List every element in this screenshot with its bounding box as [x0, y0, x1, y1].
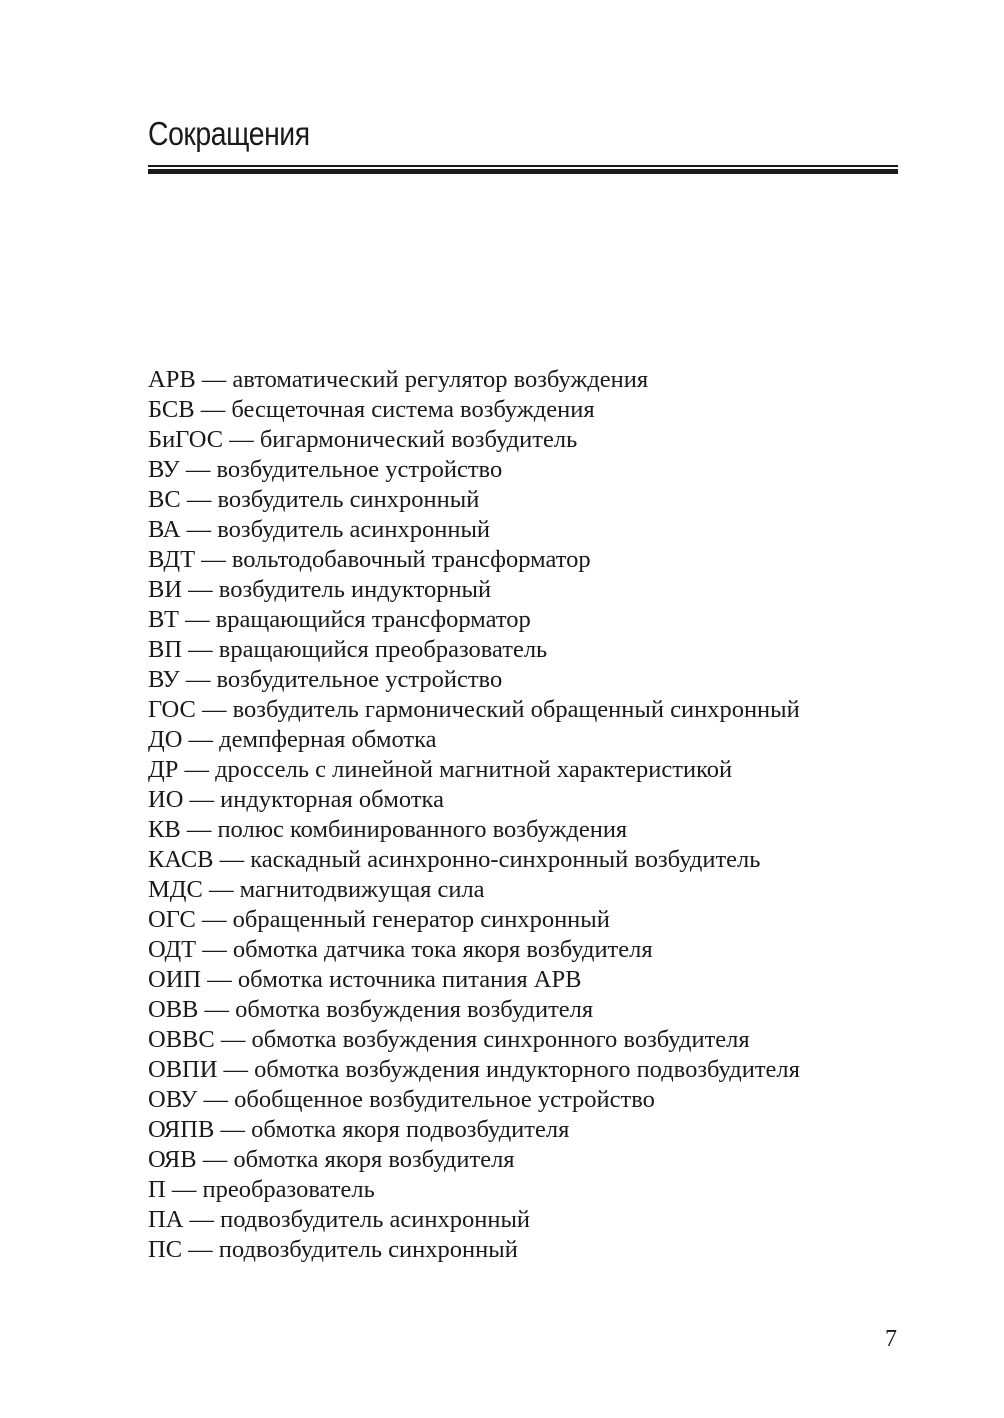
abbreviation-definition: обмотка возбуждения индукторного подвозбудителя — [254, 1056, 800, 1083]
abbreviation-term: ДО — [148, 726, 183, 753]
abbreviation-separator: — — [207, 966, 232, 993]
abbreviation-item — [148, 905, 800, 935]
abbreviation-item — [148, 635, 800, 665]
abbreviation-item — [148, 965, 800, 995]
abbreviation-definition: подвозбудитель синхронный — [218, 1236, 518, 1263]
abbreviation-separator: — — [203, 1086, 229, 1113]
abbreviation-separator: — — [188, 576, 213, 603]
abbreviation-definition: возбудитель синхронный — [217, 486, 480, 513]
abbreviation-definition: обмотка якоря подвозбудителя — [251, 1116, 570, 1143]
abbreviation-item — [148, 545, 800, 575]
abbreviation-definition: обмотка возбуждения возбудителя — [235, 996, 594, 1023]
abbreviation-definition: подвозбудитель асинхронный — [220, 1206, 531, 1233]
abbreviation-item — [148, 665, 800, 695]
abbreviation-item — [148, 875, 800, 905]
abbreviation-separator: — — [188, 726, 214, 753]
abbreviation-term: КВ — [148, 816, 181, 843]
abbreviation-definition: обмотка возбуждения синхронного возбудителя — [251, 1026, 750, 1053]
abbreviation-definition: демпферная обмотка — [219, 726, 437, 753]
abbreviation-definition: автоматический регулятор возбуждения — [232, 366, 649, 393]
abbreviation-definition: бесщеточная система возбуждения — [231, 396, 595, 423]
abbreviation-term: ВДТ — [148, 546, 196, 573]
abbreviation-definition: дроссель с линейной магнитной характеристикой — [215, 756, 733, 783]
abbreviation-item — [148, 1055, 800, 1085]
abbreviation-definition: каскадный асинхронно-синхронный возбудитель — [250, 846, 761, 873]
abbreviation-definition: вращающийся преобразователь — [218, 636, 548, 663]
abbreviation-separator: — — [184, 756, 209, 783]
abbreviation-item — [148, 785, 800, 815]
abbreviation-item — [148, 365, 800, 395]
abbreviation-item — [148, 1085, 800, 1115]
abbreviation-definition: полюс комбинированного возбуждения — [217, 816, 628, 843]
abbreviation-item — [148, 1235, 800, 1265]
abbreviation-term: ПА — [148, 1206, 184, 1233]
abbreviation-item — [148, 1115, 800, 1145]
abbreviation-definition: обращенный генератор синхронный — [232, 906, 610, 933]
abbreviation-item — [148, 695, 800, 725]
abbreviation-separator: — — [189, 786, 215, 813]
abbreviation-term: ВА — [148, 516, 181, 543]
abbreviation-definition: магнитодвижущая сила — [239, 876, 485, 903]
abbreviation-term: МДС — [148, 876, 203, 903]
abbreviation-term: ВУ — [148, 456, 180, 483]
title-rule-thin — [148, 165, 898, 167]
abbreviation-definition: возбудитель асинхронный — [217, 516, 491, 543]
abbreviation-term: ПС — [148, 1236, 183, 1263]
abbreviation-separator: — — [202, 1146, 228, 1173]
abbreviation-separator: — — [185, 456, 211, 483]
page-number: 7 — [885, 1326, 897, 1352]
abbreviation-separator: — — [186, 816, 212, 843]
abbreviation-term: ГОС — [148, 696, 196, 723]
abbreviation-separator: — — [188, 636, 213, 663]
abbreviation-definition: вращающийся трансформатор — [215, 606, 531, 633]
abbreviation-separator: — — [202, 696, 227, 723]
abbreviation-item — [148, 1025, 800, 1055]
page-title: Сокращения — [148, 115, 310, 152]
abbreviation-term: ВИ — [148, 576, 183, 603]
abbreviation-separator: — — [220, 1116, 245, 1143]
abbreviation-definition: возбудительное устройство — [216, 456, 503, 483]
abbreviation-definition: возбудительное устройство — [216, 666, 503, 693]
abbreviation-item — [148, 1175, 800, 1205]
abbreviation-separator: — — [200, 396, 226, 423]
abbreviation-term: ИО — [148, 786, 184, 813]
abbreviation-separator: — — [229, 426, 254, 453]
title-rule-thick — [148, 169, 898, 174]
abbreviation-separator: — — [204, 996, 230, 1023]
abbreviation-item — [148, 1205, 800, 1235]
abbreviation-item — [148, 725, 800, 755]
abbreviation-separator: — — [201, 366, 227, 393]
abbreviation-definition: индукторная обмотка — [220, 786, 444, 813]
abbreviation-definition: обмотка источника питания АРВ — [237, 966, 582, 993]
abbreviation-separator: — — [223, 1056, 249, 1083]
abbreviation-separator: — — [185, 606, 210, 633]
abbreviation-item — [148, 425, 800, 455]
abbreviation-definition: возбудитель индукторный — [218, 576, 492, 603]
abbreviation-term: ОЯПВ — [148, 1116, 215, 1143]
abbreviation-term: ОВУ — [148, 1086, 198, 1113]
abbreviation-definition: обмотка датчика тока якоря возбудителя — [232, 936, 653, 963]
abbreviation-definition: преобразователь — [202, 1176, 375, 1203]
abbreviation-definition: бигармонический возбудитель — [259, 426, 578, 453]
abbreviation-separator: — — [220, 1026, 246, 1053]
abbreviation-separator: — — [185, 666, 211, 693]
abbreviation-item — [148, 995, 800, 1025]
abbreviation-term: БСВ — [148, 396, 195, 423]
abbreviation-definition: вольтодобавочный трансформатор — [231, 546, 591, 573]
abbreviation-term: ДР — [148, 756, 179, 783]
abbreviation-definition: возбудитель гармонический обращенный синхронный — [232, 696, 800, 723]
abbreviation-separator: — — [219, 846, 245, 873]
abbreviation-separator: — — [202, 936, 227, 963]
abbreviation-term: ОВВС — [148, 1026, 215, 1053]
abbreviation-term: КАСВ — [148, 846, 214, 873]
abbreviation-term: ОВВ — [148, 996, 199, 1023]
abbreviation-term: ОЯВ — [148, 1146, 197, 1173]
abbreviation-term: ВП — [148, 636, 183, 663]
abbreviation-separator: — — [171, 1176, 197, 1203]
abbreviation-definition: обобщенное возбудительное устройство — [234, 1086, 655, 1113]
abbreviation-separator: — — [201, 546, 226, 573]
abbreviation-item — [148, 1145, 800, 1175]
abbreviation-term: П — [148, 1176, 166, 1203]
abbreviation-item — [148, 935, 800, 965]
abbreviation-separator: — — [208, 876, 234, 903]
abbreviation-item — [148, 605, 800, 635]
abbreviation-term: ВТ — [148, 606, 179, 633]
abbreviation-separator: — — [188, 1236, 213, 1263]
abbreviation-separator: — — [189, 1206, 215, 1233]
abbreviation-term: ОВПИ — [148, 1056, 218, 1083]
abbreviation-item — [148, 575, 800, 605]
abbreviation-term: БиГОС — [148, 426, 224, 453]
abbreviation-list — [148, 365, 800, 1265]
abbreviation-item — [148, 515, 800, 545]
abbreviation-item — [148, 395, 800, 425]
abbreviation-term: ОДТ — [148, 936, 197, 963]
abbreviation-term: АРВ — [148, 366, 196, 393]
abbreviation-term: ВУ — [148, 666, 180, 693]
abbreviation-item — [148, 455, 800, 485]
abbreviation-separator: — — [186, 516, 212, 543]
abbreviation-separator: — — [186, 486, 212, 513]
abbreviation-item — [148, 815, 800, 845]
abbreviation-term: ОГС — [148, 906, 196, 933]
abbreviation-separator: — — [202, 906, 227, 933]
abbreviation-item — [148, 485, 800, 515]
abbreviation-term: ОИП — [148, 966, 202, 993]
abbreviation-item — [148, 755, 800, 785]
abbreviation-definition: обмотка якоря возбудителя — [233, 1146, 515, 1173]
abbreviation-item — [148, 845, 800, 875]
abbreviation-term: ВС — [148, 486, 181, 513]
